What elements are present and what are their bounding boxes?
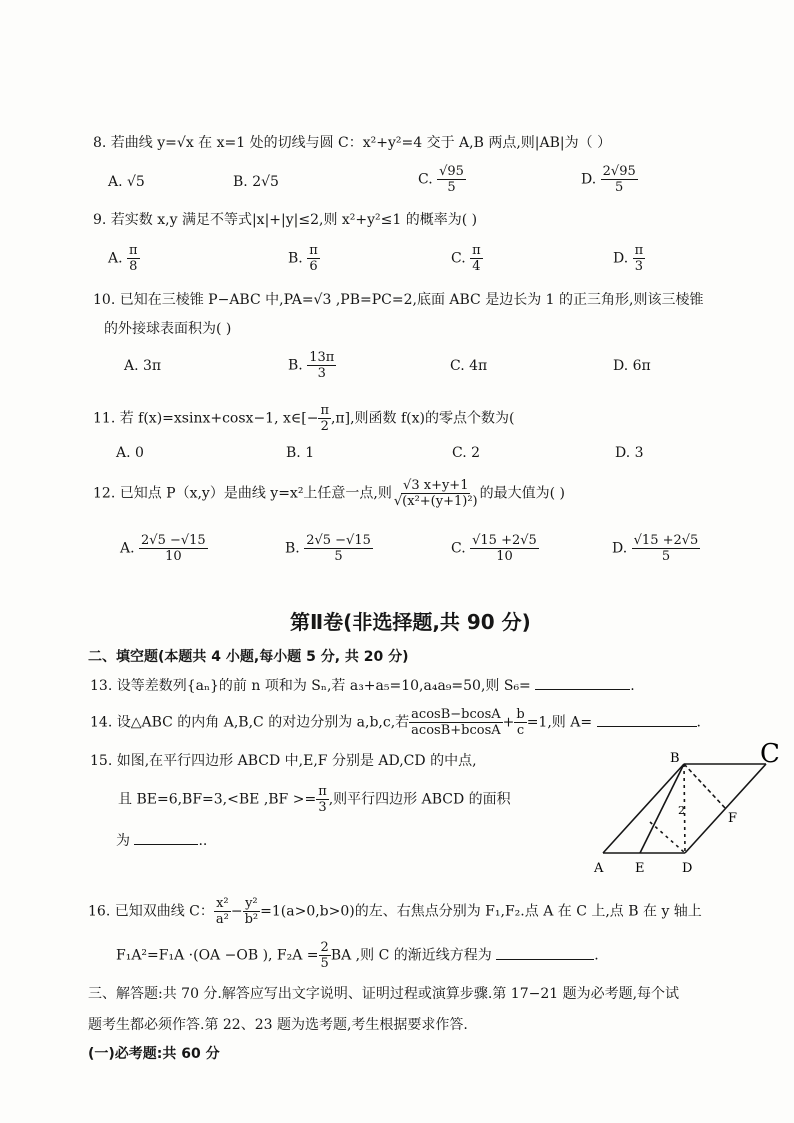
denominator: 5: [320, 956, 329, 971]
q12-stem: [93, 478, 565, 509]
q9-option-b: [288, 243, 320, 274]
q15-line2-pre: 且 BE=6,BF=3,<BE ,BF >=: [118, 791, 317, 808]
q10-stem-line1: 10. 已知在三棱锥 P−ABC 中,PA=√3 ,PB=PC=2,底面 ABC 是边长为 1 的正三角形,则该三棱锥: [93, 292, 704, 308]
q11-option-d: D. 3: [615, 445, 644, 461]
q10-option-b: [288, 350, 336, 381]
numerator: π: [634, 243, 644, 258]
q15-end: ..: [198, 833, 208, 849]
label-b: B: [670, 751, 680, 766]
q9-option-d: [613, 243, 645, 274]
q10-option-d: D. 6π: [613, 358, 651, 374]
q12-stem-pre: 12. 已知点 P（x,y）是曲线 y=x²上任意一点,则: [93, 485, 392, 502]
label-f: F: [728, 811, 738, 826]
q12-option-d: [612, 533, 700, 564]
denominator: 3: [634, 259, 644, 274]
q12-option-d-label: D.: [612, 540, 628, 557]
q16-line2-pre: F₁A²=F₁A ·(OA −OB ), F₂A =: [116, 947, 319, 964]
q16-line2-post: BA ,则 C 的渐近线方程为: [330, 947, 492, 964]
q10-option-b-fraction: [307, 350, 336, 381]
numerator: π: [318, 784, 327, 799]
numerator: acosB−bcosA: [411, 707, 501, 722]
numerator: π: [309, 243, 318, 258]
denominator: 6: [309, 259, 318, 274]
q16-line1-post: =1(a>0,b>0)的左、右焦点分别为 F₁,F₂.点 A 在 C 上,点 B 在 y 轴上: [260, 903, 702, 920]
q9-option-b-fraction: [307, 243, 320, 274]
q15-line2: [118, 784, 511, 815]
fill-in-heading: 二、填空题(本题共 4 小题,每小题 5 分, 共 20 分): [88, 649, 409, 665]
numerator: 2√95: [602, 164, 636, 179]
numerator: π: [129, 243, 138, 258]
q12-option-d-fraction: [632, 533, 701, 564]
denominator: 4: [472, 259, 481, 274]
denominator: 3: [317, 366, 326, 381]
numerator: √15 +2√5: [633, 533, 699, 548]
q9-option-a-fraction: [127, 243, 140, 274]
q9-option-a: [108, 243, 140, 274]
q12-option-c-label: C.: [451, 540, 466, 557]
q16-line2: [116, 940, 599, 971]
label-a: A: [594, 861, 604, 876]
denominator: 5: [334, 549, 343, 564]
side-ab: [603, 764, 684, 853]
denominator: 8: [129, 259, 138, 274]
q10-option-a: A. 3π: [124, 358, 162, 374]
q13-answer-blank: [535, 689, 630, 690]
q9-option-c: [451, 243, 483, 274]
numerator: √95: [439, 164, 464, 179]
numerator: π: [320, 403, 329, 418]
q12-option-a-fraction: [139, 533, 208, 564]
q11-stem-post: ,π],则函数 f(x)的零点个数为(: [330, 410, 515, 427]
numerator: 13π: [309, 350, 335, 365]
q13-stem-text: 13. 设等差数列{aₙ}的前 n 项和为 Sₙ,若 a₃+a₅=10,a₄a₉=50,则 S₆=: [90, 678, 531, 694]
label-e: E: [635, 861, 645, 876]
q11-stem-pre: 11. 若 f(x)=xsinx+cosx−1, x∈[−: [93, 410, 319, 427]
segment-bf: [684, 764, 726, 809]
numerator: √3 x+y+1: [403, 478, 469, 493]
q8-option-a: A. √5: [108, 174, 145, 190]
q13-end: .: [630, 678, 635, 694]
q14-fraction-2: [514, 707, 526, 738]
q9-option-d-label: D.: [613, 250, 629, 267]
q16-fraction-y: [243, 896, 261, 927]
section-2-title: 第Ⅱ卷(非选择题,共 90 分): [290, 610, 531, 634]
q14-stem: [90, 707, 701, 738]
q8-option-c: [418, 164, 466, 195]
q10-option-b-label: B.: [288, 357, 303, 374]
q15-line2-post: ,则平行四边形 ABCD 的面积: [328, 791, 511, 808]
denominator: 5: [615, 180, 624, 195]
q15-line1: 15. 如图,在平行四边形 ABCD 中,E,F 分别是 AD,CD 的中点,: [90, 753, 477, 769]
label-d: D: [682, 861, 693, 876]
q14-fraction-1: [409, 707, 502, 738]
q14-plus: +: [502, 714, 515, 731]
q15-line3: [116, 832, 207, 850]
required-heading: (一)必考题:共 60 分: [88, 1046, 220, 1062]
denominator: 5: [447, 180, 456, 195]
label-c: C: [760, 742, 780, 769]
answer-heading-line1: 三、解答题:共 70 分.解答应写出文字说明、证明过程或演算步骤.第 17−21 题为必考题,每个试: [88, 986, 680, 1002]
q12-stem-fraction: [392, 478, 480, 509]
q12-option-b: [285, 533, 373, 564]
q16-answer-blank: [496, 959, 594, 960]
numerator: x²: [216, 896, 229, 911]
q14-stem-post: =1,则 A=: [526, 714, 593, 731]
q16-line1-pre: 16. 已知双曲线 C：: [88, 903, 214, 920]
side-cd: [685, 764, 766, 853]
q16-line1: [88, 896, 702, 927]
q11-option-c: C. 2: [452, 445, 481, 461]
q16-minus: −: [230, 903, 243, 920]
q9-option-d-fraction: [633, 243, 646, 274]
numerator: 2: [320, 940, 329, 955]
numerator: π: [472, 243, 481, 258]
q15-line3-text: 为: [116, 833, 130, 849]
denominator: b²: [244, 912, 259, 927]
denominator: acosB+bcosA: [411, 723, 501, 738]
q11-stem: [93, 403, 514, 434]
q16-fraction-x: [214, 896, 231, 927]
q14-end: .: [696, 714, 701, 731]
q11-stem-fraction: [318, 403, 331, 434]
q12-option-a: [120, 533, 208, 564]
q15-answer-blank: [134, 844, 198, 845]
q12-option-c: [451, 533, 539, 564]
q12-option-b-fraction: [304, 533, 373, 564]
denominator: 10: [165, 549, 182, 564]
q8-option-d: [581, 164, 638, 195]
parallelogram-figure: [590, 742, 794, 882]
q8-stem: 8. 若曲线 y=√x 在 x=1 处的切线与圆 C：x²+y²=4 交于 A,B 两点,则|AB|为（ ）: [93, 135, 612, 151]
q12-stem-post: 的最大值为( ): [479, 485, 565, 502]
numerator: b: [516, 707, 525, 722]
q12-option-a-label: A.: [120, 540, 135, 557]
inner-dashed: [650, 822, 685, 853]
q14-answer-blank: [597, 726, 697, 727]
q8-option-d-label: D.: [581, 171, 597, 188]
q8-option-d-fraction: [601, 164, 638, 195]
denominator: 3: [318, 800, 327, 815]
q9-stem: 9. 若实数 x,y 满足不等式|x|+|y|≤2,则 x²+y²≤1 的概率为( ): [93, 212, 478, 228]
q9-option-c-label: C.: [451, 250, 466, 267]
q16-fraction: [319, 940, 331, 971]
q14-stem-pre: 14. 设△ABC 的内角 A,B,C 的对边分别为 a,b,c,若: [90, 714, 410, 731]
q15-fraction: [316, 784, 329, 815]
denominator: 10: [496, 549, 513, 564]
q10-stem-line2: 的外接球表面积为( ): [104, 321, 232, 337]
q8-option-c-label: C.: [418, 171, 433, 188]
numerator: 2√5 −√15: [141, 533, 206, 548]
q12-option-b-label: B.: [285, 540, 300, 557]
q9-option-c-fraction: [470, 243, 483, 274]
denominator: a²: [215, 912, 229, 927]
denominator: c: [516, 723, 525, 738]
answer-heading-line2: 题考生都必须作答.第 22、23 题为选考题,考生根据要求作答.: [88, 1017, 468, 1033]
q11-option-b: B. 1: [286, 445, 315, 461]
q13-stem: [90, 677, 635, 695]
label-inner: 2: [678, 804, 685, 817]
q11-option-a: A. 0: [116, 445, 144, 461]
q9-option-b-label: B.: [288, 250, 303, 267]
numerator: y²: [245, 896, 258, 911]
q12-option-c-fraction: [470, 533, 539, 564]
q10-option-c: C. 4π: [450, 358, 488, 374]
denominator: 2: [320, 419, 329, 434]
denominator: 5: [661, 549, 671, 564]
numerator: 2√5 −√15: [306, 533, 371, 548]
q8-option-c-fraction: [437, 164, 466, 195]
q8-option-b: B. 2√5: [233, 174, 279, 190]
q9-option-a-label: A.: [108, 250, 123, 267]
denominator: √(x²+(y+1)²): [393, 494, 478, 509]
q16-end: .: [594, 947, 599, 964]
numerator: √15 +2√5: [472, 533, 537, 548]
